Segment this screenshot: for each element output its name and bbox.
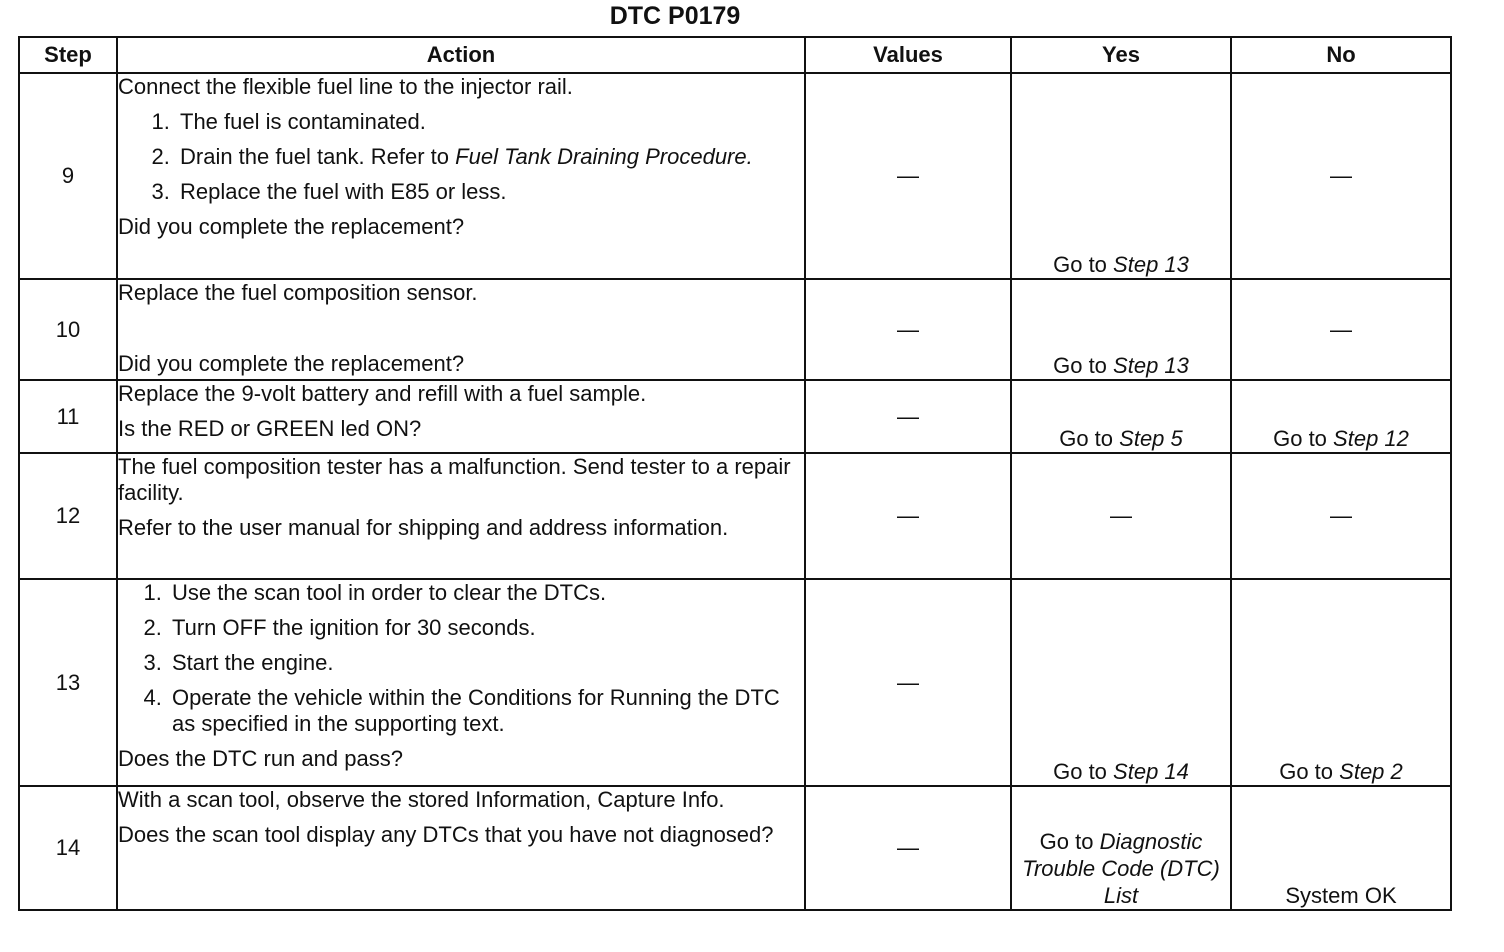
action-text: The fuel composition tester has a malfunction. Send tester to a repair facility.: [118, 454, 791, 505]
no-cell: [1231, 579, 1451, 786]
action-question: Does the scan tool display any DTCs that you have not diagnosed?: [118, 822, 774, 847]
step-number: 11: [19, 380, 117, 453]
header-values: Values: [805, 37, 1011, 73]
table-row: [19, 453, 1451, 579]
action-text: Refer to the user manual for shipping and address information.: [118, 515, 729, 540]
no-prefix: Go to: [1279, 759, 1334, 784]
action-cell: [117, 579, 805, 786]
yes-prefix: Go to: [1053, 353, 1107, 378]
list-item: 2. Turn OFF the ignition for 30 seconds.: [168, 615, 804, 641]
values-cell: —: [805, 279, 1011, 380]
no-cell: —: [1231, 453, 1451, 579]
no-step-link[interactable]: Step 12: [1333, 426, 1409, 451]
action-cell: [117, 73, 805, 279]
values-cell: —: [805, 380, 1011, 453]
yes-cell: [1011, 380, 1231, 453]
yes-cell: —: [1011, 453, 1231, 579]
values-cell: —: [805, 579, 1011, 786]
page-title: DTC P0179: [609, 2, 741, 30]
action-cell: [117, 786, 805, 910]
list-item: 3. Replace the fuel with E85 or less.: [176, 179, 804, 205]
header-step: Step: [19, 37, 117, 73]
table-row: [19, 579, 1451, 786]
list-item: 4. Operate the vehicle within the Conditions for Running the DTC as specified in the supporting text.: [168, 685, 804, 737]
action-question: Does the DTC run and pass?: [118, 746, 403, 771]
action-cell: [117, 453, 805, 579]
action-question: Did you complete the replacement?: [118, 351, 465, 376]
action-list: [118, 580, 804, 737]
no-cell: System OK: [1231, 786, 1451, 910]
yes-prefix: Go to: [1039, 829, 1094, 854]
procedure-reference: Fuel Tank Draining Procedure.: [455, 144, 753, 169]
list-item-text: Drain the fuel tank. Refer to: [180, 144, 450, 169]
step-number: 10: [19, 279, 117, 380]
step-number: 12: [19, 453, 117, 579]
action-question: Is the RED or GREEN led ON?: [118, 416, 422, 441]
yes-cell: [1011, 73, 1231, 279]
values-cell: —: [805, 786, 1011, 910]
action-text: Connect the flexible fuel line to the injector rail.: [118, 74, 573, 99]
yes-step-link[interactable]: Step 5: [1119, 426, 1183, 451]
yes-cell: [1011, 786, 1231, 910]
yes-dtc-list-link[interactable]: Diagnostic Trouble Code (DTC) List: [1022, 829, 1220, 908]
no-cell: —: [1231, 73, 1451, 279]
header-no: No: [1231, 37, 1451, 73]
yes-cell: [1011, 579, 1231, 786]
action-cell: [117, 279, 805, 380]
action-cell: [117, 380, 805, 453]
yes-cell: [1011, 279, 1231, 380]
header-yes: Yes: [1011, 37, 1231, 73]
yes-step-link[interactable]: Step 13: [1113, 353, 1189, 378]
action-question: Did you complete the replacement?: [118, 214, 465, 239]
list-item: 1. Use the scan tool in order to clear the DTCs.: [168, 580, 804, 606]
table-row: [19, 279, 1451, 380]
header-row: [19, 37, 1451, 73]
header-action: Action: [117, 37, 805, 73]
yes-prefix: Go to: [1053, 252, 1107, 277]
no-step-link[interactable]: Step 2: [1339, 759, 1403, 784]
yes-step-link[interactable]: Step 14: [1113, 759, 1189, 784]
action-text: Replace the fuel composition sensor.: [118, 280, 478, 305]
list-item: 1. The fuel is contaminated.: [176, 109, 804, 135]
yes-prefix: Go to: [1059, 426, 1114, 451]
step-number: 13: [19, 579, 117, 786]
diagnostic-table: [18, 36, 1452, 911]
table-row: [19, 786, 1451, 910]
no-cell: [1231, 380, 1451, 453]
yes-step-link[interactable]: Step 13: [1113, 252, 1189, 277]
list-item: [176, 144, 804, 170]
spacer: [118, 315, 804, 351]
yes-prefix: Go to: [1053, 759, 1107, 784]
list-item: 3. Start the engine.: [168, 650, 804, 676]
no-prefix: Go to: [1273, 426, 1327, 451]
no-cell: —: [1231, 279, 1451, 380]
action-text: Replace the 9-volt battery and refill with a fuel sample.: [118, 381, 647, 406]
action-list: [118, 109, 804, 205]
action-text: With a scan tool, observe the stored Information, Capture Info.: [118, 787, 725, 812]
step-number: 14: [19, 786, 117, 910]
table-row: [19, 380, 1451, 453]
table-row: [19, 73, 1451, 279]
step-number: 9: [19, 73, 117, 279]
values-cell: —: [805, 453, 1011, 579]
values-cell: —: [805, 73, 1011, 279]
